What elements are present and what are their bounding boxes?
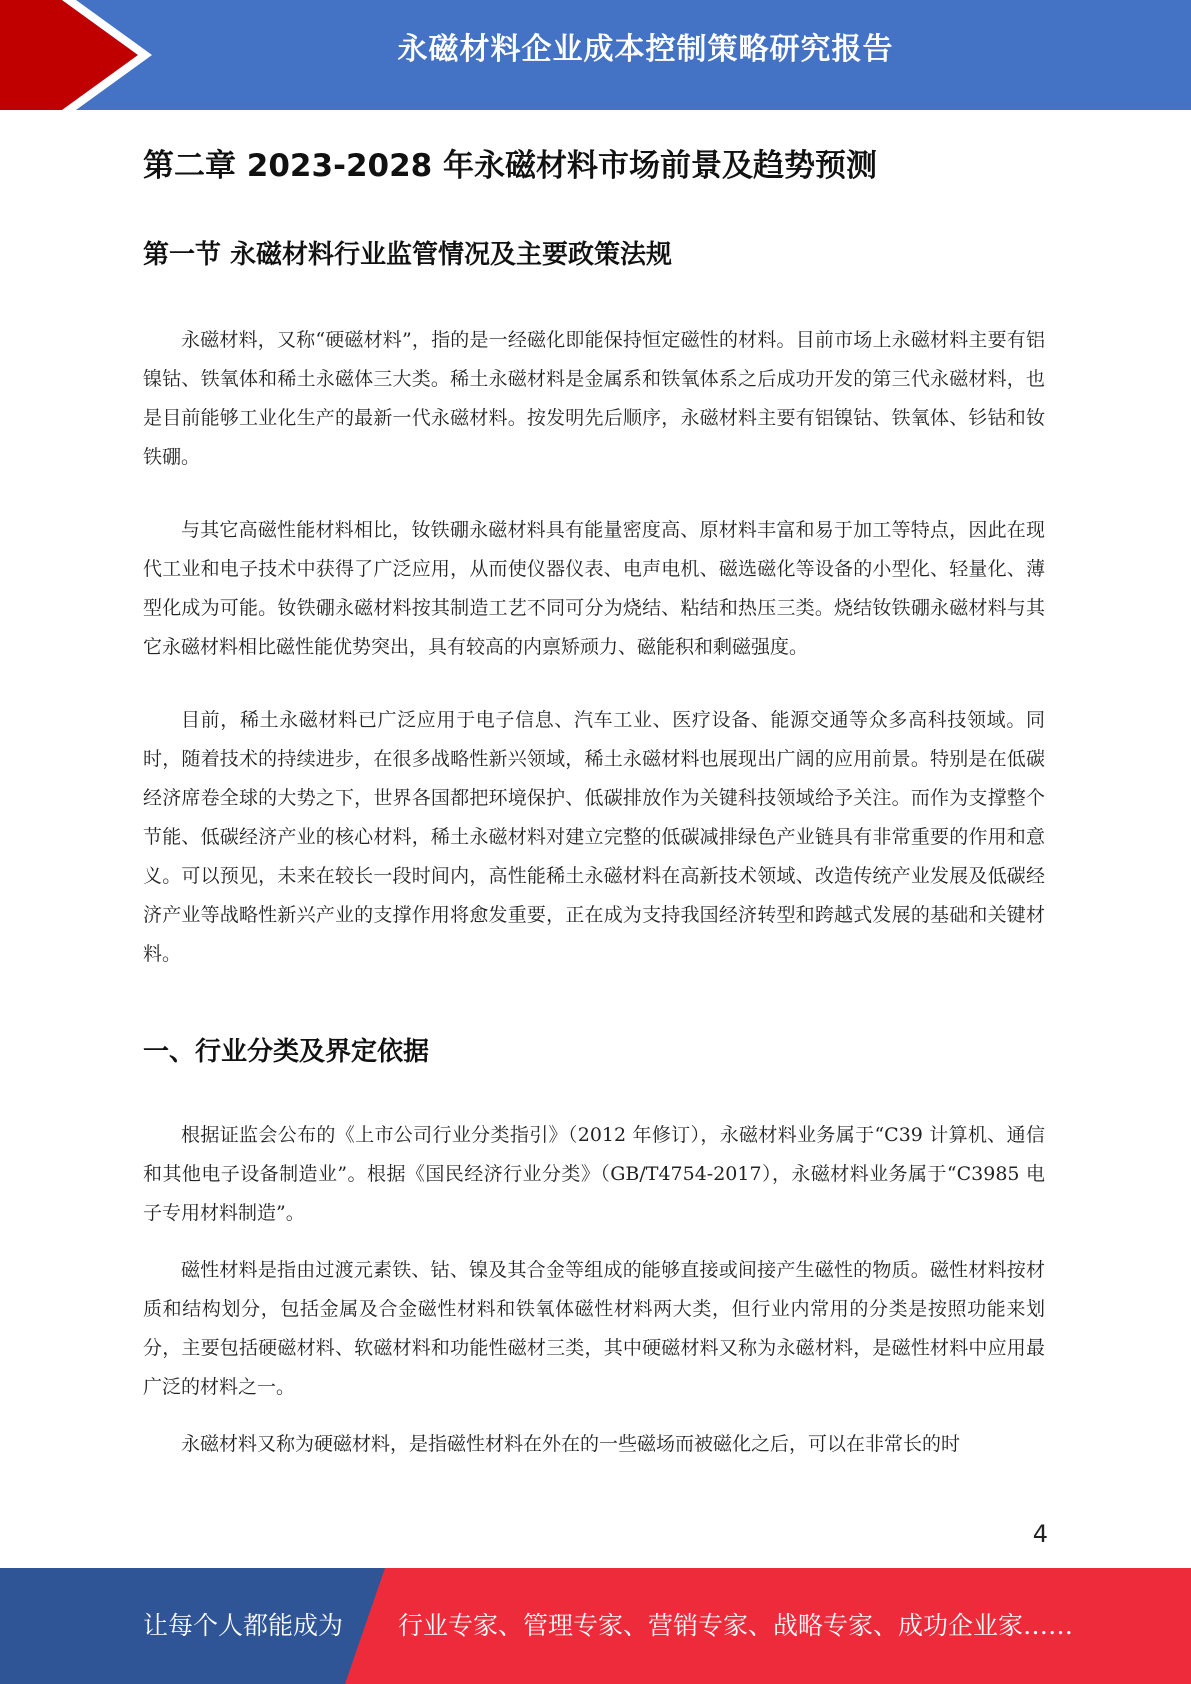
paragraph: 根据证监会公布的《上市公司行业分类指引》（2012 年修订），永磁材料业务属于“C39 计算机、通信和其他电子设备制造业”。根据《国民经济行业分类》（GB/T4754-2017），永磁材料业务属于“C3985 电子专用材料制造”。: [143, 1124, 1045, 1224]
paragraph: 磁性材料是指由过渡元素铁、钴、镍及其合金等组成的能够直接或间接产生磁性的物质。磁性材料按材质和结构划分，包括金属及合金磁性材料和铁氧体磁性材料两大类，但行业内常用的分类是按照功能来划分，主要包括硬磁材料、软磁材料和功能性磁材三类，其中硬磁材料又称为永磁材料，是磁性材料中应用最广泛的材料之一。: [143, 1259, 1045, 1398]
page-number: 4: [1032, 1520, 1048, 1548]
document-body: [143, 110, 1045, 1510]
page-footer: [0, 1568, 1191, 1684]
subsection-title: 一、行业分类及界定依据: [143, 1037, 430, 1067]
page-header: [0, 0, 1191, 110]
paragraph: 永磁材料又称为硬磁材料，是指磁性材料在外在的一些磁场而被磁化之后，可以在非常长的时: [181, 1433, 961, 1455]
paragraph: 永磁材料，又称“硬磁材料”，指的是一经磁化即能保持恒定磁性的材料。目前市场上永磁材料主要有铝镍钴、铁氧体和稀土永磁体三大类。稀土永磁材料是金属系和铁氧体系之后成功开发的第三代永磁材料，也是目前能够工业化生产的最新一代永磁材料。按发明先后顺序，永磁材料主要有铝镍钴、铁氧体、钐钴和钕铁硼。: [143, 329, 1045, 468]
section-title: 第一节 永磁材料行业监管情况及主要政策法规: [143, 240, 673, 270]
chapter-title: 第二章 2023-2028 年永磁材料市场前景及趋势预测: [143, 148, 878, 184]
footer-slogan-left: 让每个人都能成为: [143, 1611, 344, 1640]
header-title: 永磁材料企业成本控制策略研究报告: [397, 32, 894, 67]
footer-slogan-right: 行业专家、管理专家、营销专家、战略专家、成功企业家……: [398, 1611, 1074, 1640]
paragraph: 与其它高磁性能材料相比，钕铁硼永磁材料具有能量密度高、原材料丰富和易于加工等特点，因此在现代工业和电子技术中获得了广泛应用，从而使仪器仪表、电声电机、磁选磁化等设备的小型化、轻量化、薄型化成为可能。钕铁硼永磁材料按其制造工艺不同可分为烧结、粘结和热压三类。烧结钕铁硼永磁材料与其它永磁材料相比磁性能优势突出，具有较高的内禀矫顽力、磁能积和剩磁强度。: [143, 519, 1045, 658]
paragraph: 目前，稀土永磁材料已广泛应用于电子信息、汽车工业、医疗设备、能源交通等众多高科技领域。同时，随着技术的持续进步，在很多战略性新兴领域，稀土永磁材料也展现出广阔的应用前景。特别是在低碳经济席卷全球的大势之下，世界各国都把环境保护、低碳排放作为关键科技领域给予关注。而作为支撑整个节能、低碳经济产业的核心材料，稀土永磁材料对建立完整的低碳减排绿色产业链具有非常重要的作用和意义。可以预见，未来在较长一段时间内，高性能稀土永磁材料在高新技术领域、改造传统产业发展及低碳经济产业等战略性新兴产业的支撑作用将愈发重要，正在成为支持我国经济转型和跨越式发展的基础和关键材料。: [143, 709, 1045, 965]
